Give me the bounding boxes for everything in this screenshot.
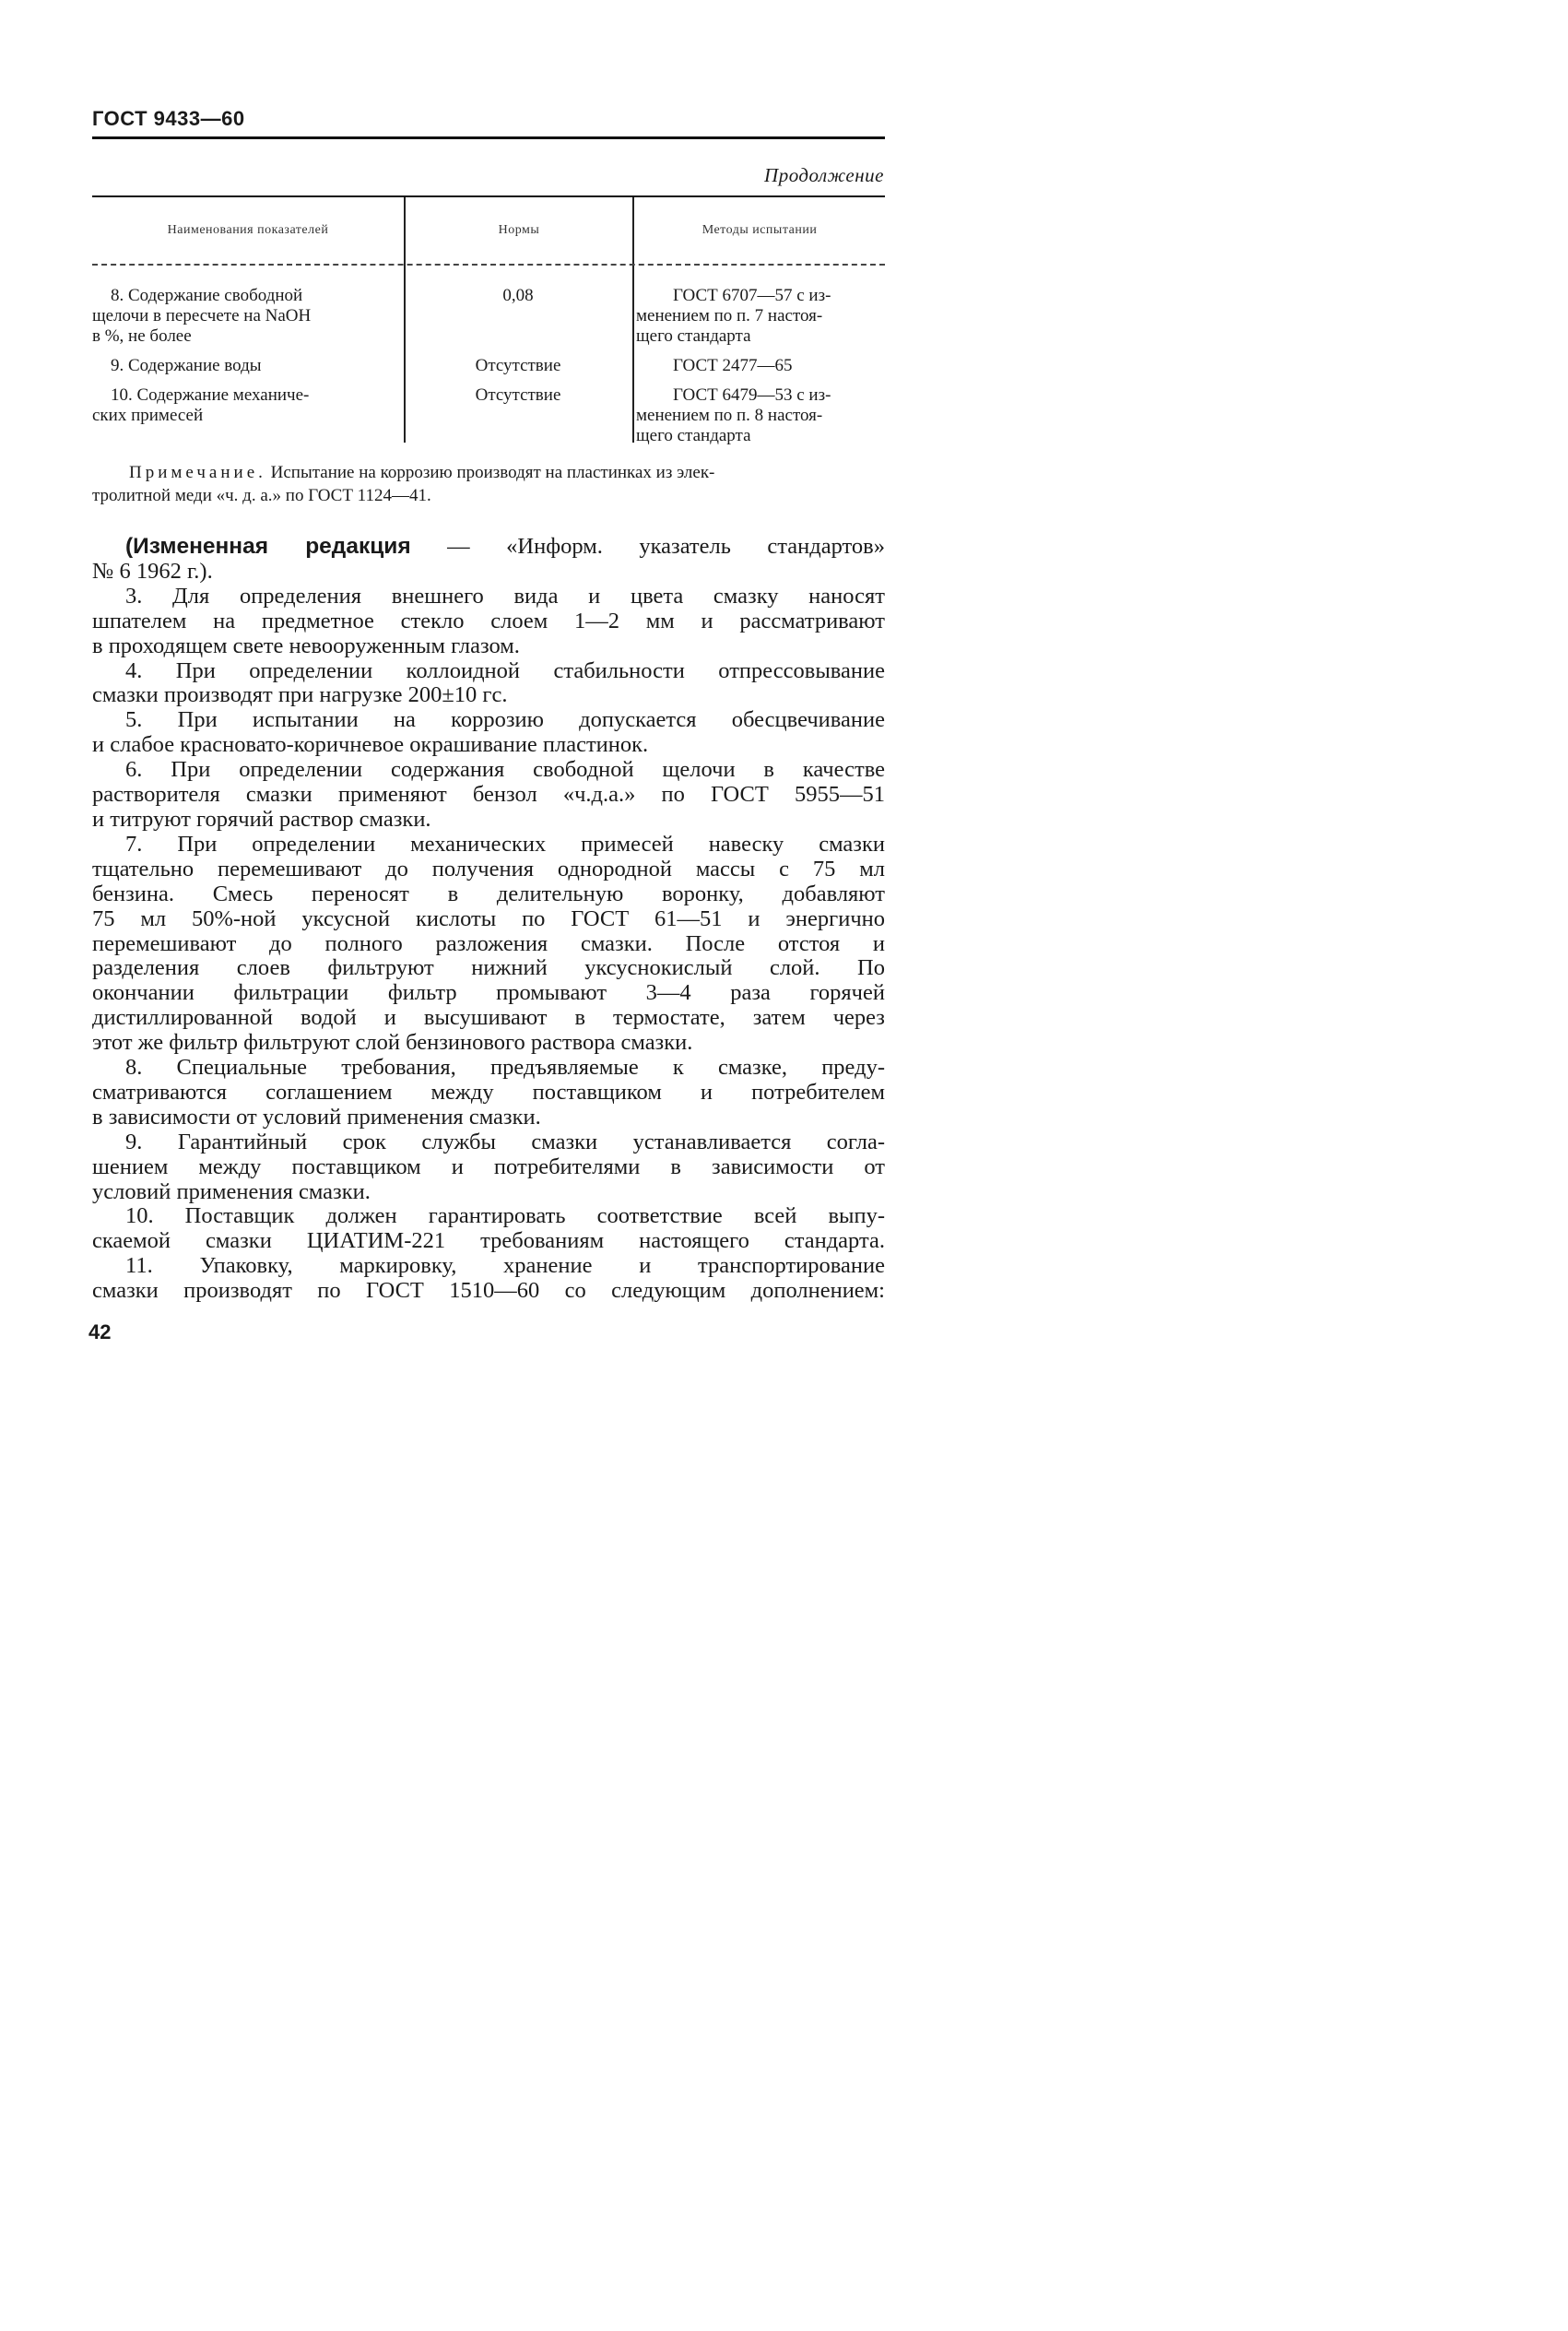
paragraph-line: 4. При определении коллоидной стабильности отпрессовывание [125,657,885,683]
table-row-9-name [92,356,392,376]
cell-line: 10. Содержание механиче- [111,385,310,405]
cell-line: щего стандарта [636,426,751,445]
paragraph-line: шением между поставщиком и потребителями в зависимости от [92,1154,885,1179]
paragraph-line: условий применения смазки. [92,1178,371,1204]
continuation-label: Продолжение [764,164,884,186]
table-row-10-method [636,385,885,446]
paragraph-line: 5. При испытании на коррозию допускается обесцвечивание [125,707,885,733]
table-row-8-norm: 0,08 [502,286,534,305]
note-label: Примечание. [129,463,266,482]
document-header: ГОСТ 9433—60 [92,107,245,130]
cell-line: менением по п. 7 настоя- [636,306,823,325]
cell-line: ГОСТ 6479—53 с из- [673,385,831,405]
header-separator [92,264,885,266]
page-number: 42 [88,1320,112,1343]
cell-line: щелочи в пересчете на NaOH [92,306,312,325]
paragraph-line: 6. При определении содержания свободной щелочи в качестве [125,757,885,783]
note-text: тролитной меди «ч. д. а.» по ГОСТ 1124—41. [92,486,431,505]
body-text [92,535,885,1304]
paragraph-line: сматриваются соглашением между поставщиком и потребителем [92,1079,885,1105]
table-row-8-method [636,286,885,347]
paragraph-line: дистиллированной водой и высушивают в термостате, затем через [92,1005,885,1031]
paragraph-line: 8. Специальные требования, предъявляемые к смазке, преду- [125,1055,885,1081]
paragraph-line: разделения слоев фильтруют нижний уксуснокислый слой. По [92,955,885,981]
column-header-norms: Нормы [498,223,540,237]
cell-line: ГОСТ 6707—57 с из- [673,286,831,305]
paragraph-line: 11. Упаковку, маркировку, хранение и транспортирование [125,1253,885,1279]
cell-line: 8. Содержание свободной [111,286,303,305]
paragraph-line: скаемой смазки ЦИАТИМ-221 требованиям настоящего стандарта. [92,1228,885,1254]
table-row-8-name [92,286,392,347]
edition-bold: (Измененная редакция [125,534,411,559]
column-header-methods: Методы испытании [701,223,818,237]
header-rule [92,136,885,139]
paragraph-line: смазки производят по ГОСТ 1510—60 со следующим дополнением: [92,1278,885,1304]
note-text: Испытание на коррозию производят на пластинках из элек- [265,463,715,482]
paragraph-line: перемешивают до полного разложения смазки. После отстоя и [92,930,885,956]
paragraph-line: смазки производят при нагрузке 200±10 гс. [92,682,508,708]
paragraph-line: и слабое красновато-коричневое окрашивание пластинок. [92,732,649,758]
cell-line: менением по п. 8 настоя- [636,406,823,425]
cell-line: ГОСТ 2477—65 [673,356,793,375]
paragraph-line: в проходящем свете невооруженным глазом. [92,633,520,658]
paragraph-line: 10. Поставщик должен гарантировать соответствие всей выпу- [125,1203,885,1229]
paragraph-line: 3. Для определения внешнего вида и цвета смазку наносят [125,583,885,609]
table-row-9-method [636,356,885,376]
paragraph-line: 9. Гарантийный срок службы смазки устанавливается согла- [125,1129,885,1154]
table-note [92,461,885,507]
cell-line: ских примесей [92,406,204,425]
column-header-name: Наименования показателей [167,223,329,237]
paragraph-line: растворителя смазки применяют бензол «ч.д.а.» по ГОСТ 5955—51 [92,782,885,808]
paragraph-line: окончании фильтрации фильтр промывают 3—4 раза горячей [92,980,885,1006]
cell-line: щего стандарта [636,326,751,346]
table-top-rule [92,195,885,197]
paragraph-line: 75 мл 50%-ной уксусной кислоты по ГОСТ 61—51 и энергично [92,905,885,931]
paragraph-line: этот же фильтр фильтруют слой бензинового раствора смазки. [92,1030,693,1056]
paragraph-line: и титруют горячий раствор смазки. [92,806,431,832]
cell-line: в %, не более [92,326,192,346]
table-row-10-name [92,385,392,426]
cell-line: 9. Содержание воды [111,356,262,375]
table-row-9-norm: Отсутствие [475,356,561,375]
paragraph-line: бензина. Смесь переносят в делительную воронку, добавляют [92,881,885,906]
edition-rest: — «Информ. указатель стандартов» [410,534,885,559]
paragraph-line: шпателем на предметное стекло слоем 1—2 мм и рассматривают [92,608,885,633]
paragraph-line: в зависимости от условий применения смазки. [92,1104,541,1130]
paragraph-line: тщательно перемешивают до получения однородной массы с 75 мл [92,856,885,882]
paragraph-line: № 6 1962 г.). [92,558,213,584]
table-row-10-norm: Отсутствие [475,385,561,405]
edition-line [92,535,885,560]
paragraph-line: 7. При определении механических примесей навеску смазки [125,831,885,857]
